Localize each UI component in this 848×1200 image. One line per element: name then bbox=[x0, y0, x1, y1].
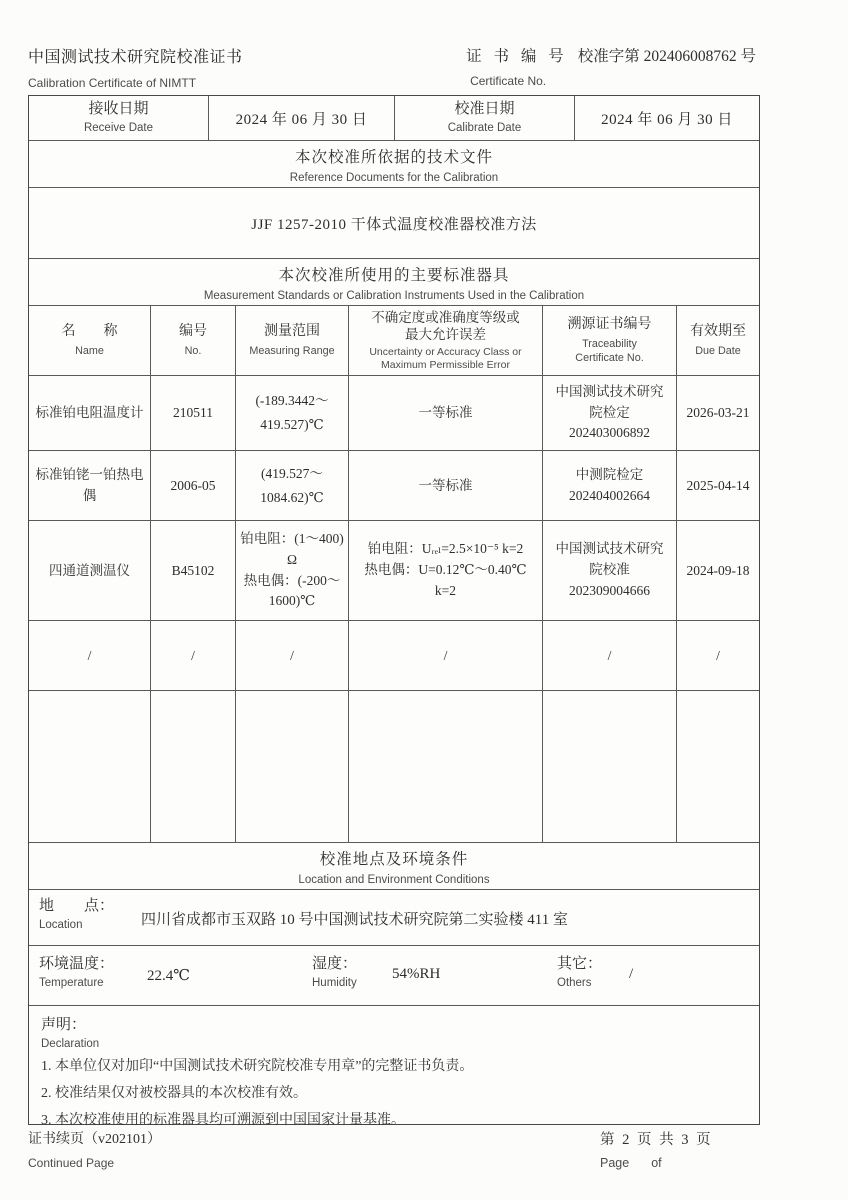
row2-traceability: 中测院检定 202404002664 bbox=[569, 466, 650, 503]
others-label-block bbox=[557, 955, 602, 991]
row4-no-cell bbox=[151, 621, 236, 690]
row3-due: 2024-09-18 bbox=[686, 562, 750, 578]
row4-no: / bbox=[191, 647, 195, 663]
receive-date-label: 接收日期 bbox=[88, 101, 149, 118]
row3-no: B45102 bbox=[171, 562, 215, 578]
footer-page-info-block bbox=[600, 1128, 713, 1170]
temperature-value: 22.4℃ bbox=[147, 968, 191, 984]
location-label-en: Location bbox=[39, 918, 83, 931]
empty-cell bbox=[29, 691, 151, 842]
column-header-range-en: Measuring Range bbox=[249, 345, 335, 358]
empty-cell bbox=[543, 691, 677, 842]
location-label: 地 点： bbox=[39, 898, 115, 914]
column-header-due-date-cn: 有效期至 bbox=[690, 323, 746, 339]
standards-row-1 bbox=[29, 376, 759, 451]
row3-traceability-cell bbox=[543, 521, 677, 620]
continued-page-label: 证书续页（v202101） bbox=[28, 1132, 161, 1147]
row2-due: 2025-04-14 bbox=[686, 477, 750, 493]
empty-cell bbox=[151, 691, 236, 842]
receive-date-label-cell bbox=[29, 96, 209, 140]
environment-conditions-row bbox=[29, 946, 759, 1006]
reference-section-title-cell bbox=[29, 141, 759, 187]
reference-document-cell bbox=[29, 188, 759, 258]
row2-range-cell bbox=[236, 451, 349, 520]
reference-section-title-en: Reference Documents for the Calibration bbox=[289, 171, 499, 184]
declaration-item-3: 3. 本次校准使用的标准器具均可溯源到中国国家计量基准。 bbox=[41, 1113, 405, 1129]
row3-due-cell bbox=[677, 521, 759, 620]
row4-name-cell bbox=[29, 621, 151, 690]
row1-uncertainty-cell bbox=[349, 376, 543, 450]
certificate-number-line bbox=[466, 44, 756, 66]
page-label-en: Page bbox=[600, 1156, 630, 1170]
column-header-traceability-en: Traceability Certificate No. bbox=[575, 338, 644, 365]
row3-name-cell bbox=[29, 521, 151, 620]
page-title: 中国测试技术研究院校准证书 bbox=[28, 49, 243, 66]
row1-due: 2026-03-21 bbox=[686, 405, 750, 421]
reference-section-title: 本次校准所依据的技术文件 bbox=[294, 148, 493, 166]
declaration-title-en: Declaration bbox=[41, 1038, 100, 1050]
reference-document-row bbox=[29, 188, 759, 259]
row2-uncertainty: 一等标准 bbox=[418, 477, 473, 493]
others-label-en: Others bbox=[557, 976, 592, 989]
row1-no-cell bbox=[151, 376, 236, 450]
column-header-uncertainty-cn: 不确定度或准确度等级或 最大允许误差 bbox=[371, 309, 520, 343]
column-header-range-cn: 测量范围 bbox=[264, 323, 320, 339]
continued-page-label-en: Continued Page bbox=[28, 1156, 115, 1170]
dates-row bbox=[29, 96, 759, 141]
column-header-traceability-cn: 溯源证书编号 bbox=[567, 316, 652, 332]
row1-name-cell bbox=[29, 376, 151, 450]
column-header-no-cn: 编号 bbox=[179, 323, 207, 339]
humidity-label-block bbox=[312, 955, 357, 991]
column-header-traceability bbox=[543, 306, 677, 375]
row3-name: 四通道测温仪 bbox=[49, 562, 130, 578]
column-header-name-en: Name bbox=[75, 345, 104, 358]
page-title-en: Calibration Certificate of NIMTT bbox=[28, 76, 197, 90]
footer-left-block bbox=[28, 1128, 161, 1170]
page-info: 第 2 页 共 3 页 bbox=[600, 1132, 713, 1148]
calibrate-date-value: 2024 年 06 月 30 日 bbox=[601, 111, 733, 128]
row3-range: 铂电阻：(1～400) Ω 热电偶：(-200～ 1600)℃ bbox=[240, 530, 344, 609]
row4-range-cell bbox=[236, 621, 349, 690]
row2-name-cell bbox=[29, 451, 151, 520]
humidity-label: 湿度： bbox=[312, 956, 358, 972]
row4-traceability-cell bbox=[543, 621, 677, 690]
column-header-due-date bbox=[677, 306, 759, 375]
row1-traceability-cell bbox=[543, 376, 677, 450]
declaration-item-1: 1. 本单位仅对加印“中国测试技术研究院校准专用章”的完整证书负责。 bbox=[41, 1059, 474, 1074]
column-header-no-en: No. bbox=[184, 345, 202, 358]
row4-name: / bbox=[87, 647, 92, 663]
standards-row-2 bbox=[29, 451, 759, 521]
row3-range-cell bbox=[236, 521, 349, 620]
certificate-table bbox=[28, 95, 760, 1129]
receive-date-label-en: Receive Date bbox=[83, 121, 154, 134]
row2-range: (419.527～ 1084.62)℃ bbox=[260, 465, 324, 505]
column-header-due-date-en: Due Date bbox=[695, 345, 741, 358]
calibrate-date-label-cell bbox=[395, 96, 575, 140]
row2-uncertainty-cell bbox=[349, 451, 543, 520]
column-header-name-cn: 名 称 bbox=[61, 323, 118, 339]
column-header-no bbox=[151, 306, 236, 375]
temperature-label-block bbox=[39, 955, 114, 991]
column-header-uncertainty bbox=[349, 306, 543, 375]
column-header-uncertainty-en: Uncertainty or Accuracy Class or Maximum Permissible Error bbox=[369, 345, 522, 372]
receive-date-value: 2024 年 06 月 30 日 bbox=[235, 111, 368, 128]
certificate-no-value: 校准字第 202406008762 号 bbox=[577, 48, 756, 65]
row4-uncertainty-cell bbox=[349, 621, 543, 690]
row2-name: 标准铂铑一铂热电 偶 bbox=[35, 466, 144, 503]
row1-traceability: 中国测试技术研究 院检定 202403006892 bbox=[555, 383, 664, 441]
row3-traceability: 中国测试技术研究 院校准 202309004666 bbox=[555, 541, 664, 598]
document-header bbox=[28, 44, 760, 90]
row1-range-cell bbox=[236, 376, 349, 450]
humidity-label-en: Humidity bbox=[312, 976, 357, 989]
calibrate-date-value-cell bbox=[575, 96, 759, 140]
empty-cell bbox=[349, 691, 543, 842]
temperature-label-en: Temperature bbox=[39, 976, 104, 989]
declaration-item-2: 2. 校准结果仅对被校器具的本次校准有效。 bbox=[41, 1086, 307, 1102]
location-row bbox=[29, 890, 759, 946]
page-info-en bbox=[600, 1156, 713, 1170]
environment-section-title-en: Location and Environment Conditions bbox=[298, 873, 490, 886]
header-title-block bbox=[28, 44, 243, 90]
standards-section-title: 本次校准所使用的主要标准器具 bbox=[278, 266, 510, 284]
row2-traceability-cell bbox=[543, 451, 677, 520]
row4-traceability: / bbox=[607, 647, 612, 663]
row3-uncertainty-cell bbox=[349, 521, 543, 620]
calibrate-date-label-en: Calibrate Date bbox=[447, 121, 522, 134]
of-label-en: of bbox=[651, 1156, 662, 1170]
others-label: 其它： bbox=[557, 956, 603, 972]
row1-uncertainty: 一等标准 bbox=[418, 405, 473, 421]
location-value: 四川省成都市玉双路 10 号中国测试技术研究院第二实验楼 411 室 bbox=[141, 912, 568, 928]
standards-empty-row bbox=[29, 691, 759, 843]
column-header-name bbox=[29, 306, 151, 375]
certificate-no-label-en: Certificate No. bbox=[470, 74, 547, 88]
standards-row-4 bbox=[29, 621, 759, 691]
humidity-value: 54%RH bbox=[392, 966, 441, 982]
declaration-section bbox=[29, 1006, 759, 1129]
standards-column-header-row bbox=[29, 306, 759, 376]
row4-due: / bbox=[716, 647, 720, 663]
row4-range: / bbox=[290, 647, 294, 663]
reference-document-text: JJF 1257-2010 干体式温度校准器校准方法 bbox=[251, 216, 537, 233]
row1-name: 标准铂电阻温度计 bbox=[35, 405, 144, 421]
row2-no-cell bbox=[151, 451, 236, 520]
standards-row-3 bbox=[29, 521, 759, 621]
calibrate-date-label: 校准日期 bbox=[454, 101, 515, 118]
certificate-number-block bbox=[466, 44, 760, 88]
row1-range: (-189.3442～ 419.527)℃ bbox=[255, 393, 329, 432]
environment-section-header bbox=[29, 843, 759, 890]
certificate-no-label: 证 书 编 号 bbox=[466, 48, 568, 65]
row2-no: 2006-05 bbox=[170, 477, 216, 493]
column-header-range bbox=[236, 306, 349, 375]
empty-cell bbox=[677, 691, 759, 842]
row2-due-cell bbox=[677, 451, 759, 520]
standards-section-header bbox=[29, 259, 759, 306]
row1-due-cell bbox=[677, 376, 759, 450]
location-label-block bbox=[39, 897, 114, 933]
row3-no-cell bbox=[151, 521, 236, 620]
reference-section-header bbox=[29, 141, 759, 188]
declaration-title: 声明： bbox=[41, 1017, 87, 1033]
row1-no: 210511 bbox=[173, 405, 213, 421]
standards-section-title-en: Measurement Standards or Calibration Instruments Used in the Calibration bbox=[203, 289, 585, 302]
environment-section-title-cell bbox=[29, 843, 759, 889]
others-value: / bbox=[629, 966, 634, 982]
row4-due-cell bbox=[677, 621, 759, 690]
row3-uncertainty: 铂电阻：Uᵣₑₗ=2.5×10⁻⁵ k=2 热电偶：U=0.12℃～0.40℃ k=2 bbox=[364, 541, 527, 598]
row4-uncertainty: / bbox=[443, 647, 448, 663]
receive-date-value-cell bbox=[209, 96, 395, 140]
empty-cell bbox=[236, 691, 349, 842]
standards-section-title-cell bbox=[29, 259, 759, 305]
temperature-label: 环境温度： bbox=[39, 956, 115, 972]
environment-section-title: 校准地点及环境条件 bbox=[319, 850, 469, 868]
